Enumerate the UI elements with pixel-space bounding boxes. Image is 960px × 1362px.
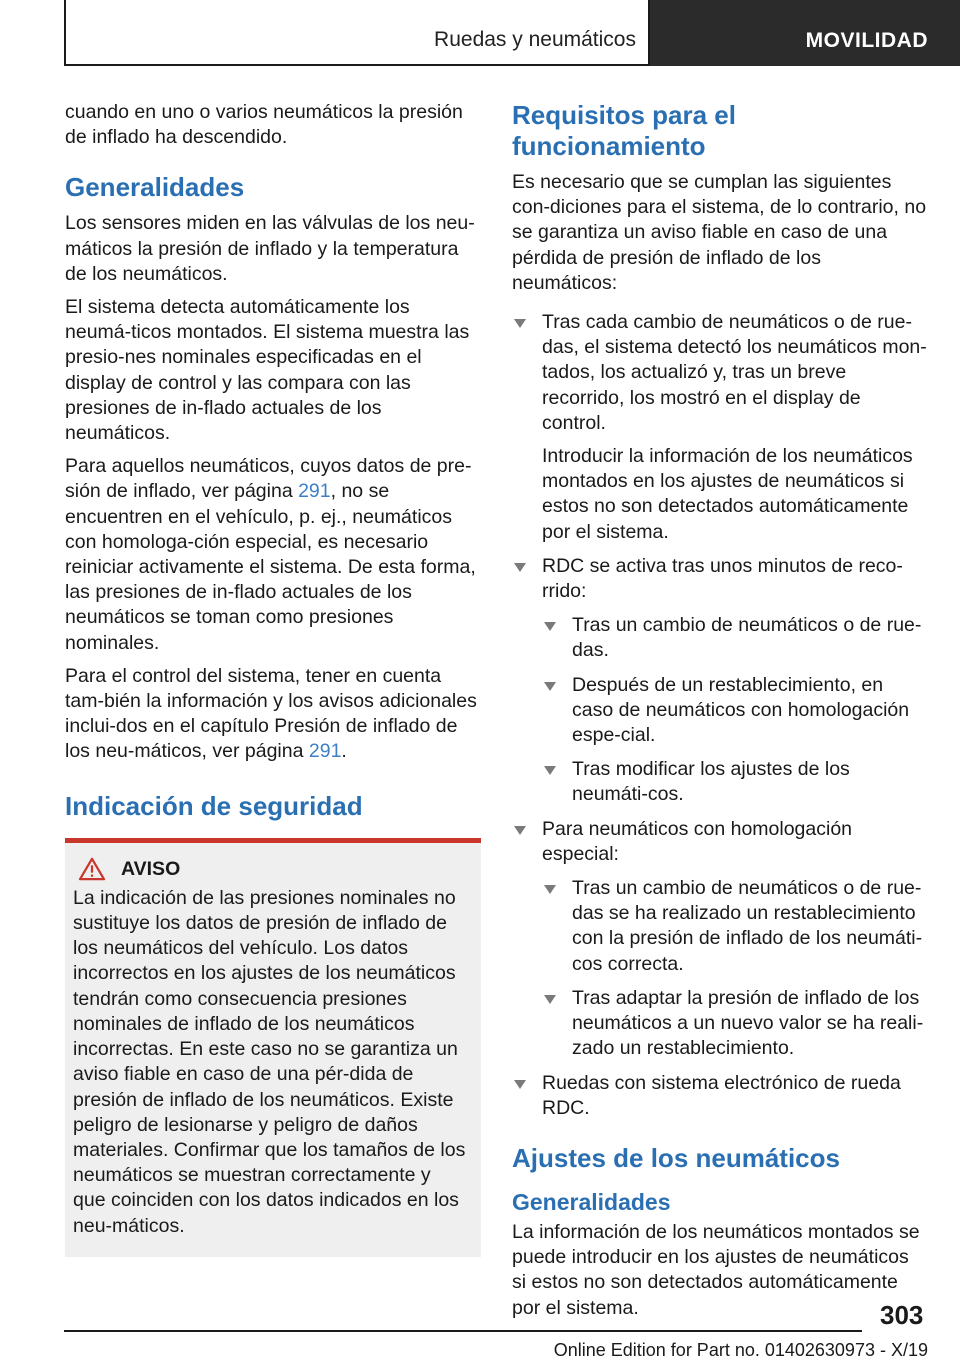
warning-triangle-icon (77, 857, 107, 881)
warning-title: AVISO (121, 857, 181, 880)
requirements-heading: Requisitos para el funcionamiento (512, 100, 736, 161)
footer-edition: Online Edition for Part no. 01402630973 - X/19 (553, 1340, 928, 1360)
list-item: Tras un cambio de neumáticos o de rue-das. (542, 613, 928, 663)
right-column (512, 100, 928, 1329)
footer-rule (64, 1330, 862, 1332)
requirement-2: RDC se activa tras unos minutos de reco-rrido: (542, 554, 903, 603)
warning-title-row (73, 857, 467, 882)
requirements-intro: Es necesario que se cumplan las siguientes con-diciones para el sistema, de lo contrario, no se garantiza un aviso fiable en caso de una pérdida de presión de inflado de los neumáticos: (512, 171, 927, 294)
general-paragraph-3 (65, 454, 481, 656)
left-column (65, 100, 481, 1257)
list-item: Tras adaptar la presión de inflado de los neumáticos a un nuevo valor se ha reali-zado un restablecimiento. (542, 986, 928, 1062)
header-bottom-rule (64, 64, 650, 66)
settings-subheading: Generalidades (512, 1188, 671, 1215)
general-paragraph-4 (65, 664, 481, 765)
list-item: Tras un cambio de neumáticos o de rue-das se ha realizado un restablecimiento con la presión de inflado de los neumáti-cos correcta. (542, 876, 928, 977)
p4-text-before: Para el control del sistema, tener en cuenta tam-bién la información y los avisos adicionales inclui-dos en el capítulo Presión de inflado de los neu-máticos, ver página (65, 664, 477, 763)
page-link-291[interactable]: 291 (298, 480, 331, 503)
page-link-291-b[interactable]: 291 (308, 740, 342, 763)
p3-text-after: , no se encuentren en el vehículo, p. ej., neumáticos con homologa-ción especial, es necesario reiniciar activamente el sistema. De esta forma, las presiones de in-flado actuales de los neumáticos se toman como presiones nominales. (65, 480, 476, 654)
requirements-list (512, 310, 928, 1121)
warning-box (65, 843, 481, 1257)
requirement-3-sublist (542, 876, 928, 1061)
requirement-3: Para neumáticos con homologación especial: (542, 817, 853, 865)
general-heading: Generalidades (65, 172, 245, 203)
chapter-label: MOVILIDAD (805, 29, 928, 52)
list-item: Después de un restablecimiento, en caso de neumáticos con homologación espe-cial. (542, 673, 928, 749)
general-paragraph-2: El sistema detecta automáticamente los neumá-ticos montados. El sistema muestra las presio-nes nominales especificadas en el display de control y las compara con las presiones de in-flado actuales de los neumáticos. (65, 296, 470, 445)
requirement-1-extra: Introducir la información de los neumáticos montados en los ajustes de neumáticos si estos no son detectados automáticamente por el sistema. (542, 445, 913, 543)
warning-text: La indicación de las presiones nominales no sustituye los datos de presión de inflado de los neumáticos del vehículo. Los datos incorrectos en los ajustes de los neumáticos tendrán como consecuencia presiones nominales de inflado de los neumáticos incorrectas. En este caso no se garantiza un aviso fiable en caso de una pér-dida de presión de inflado de los neumáticos. Existe peligro de lesionarse y peligro de daños materiales. Confirmar que los tamaños de los neumáticos se muestran correctamente y que coinciden con los datos indicados en los neu-máticos. (73, 886, 466, 1237)
list-item: Ruedas con sistema electrónico de rueda RDC. (512, 1071, 928, 1121)
intro-paragraph: cuando en uno o varios neumáticos la presión de inflado ha descendido. (65, 101, 463, 149)
list-item: Tras modificar los ajustes de los neumáti-cos. (542, 757, 928, 807)
requirement-1: Tras cada cambio de neumáticos o de rue-das, el sistema detectó los neumáticos mon-tados, los actualizó y, tras un breve recorrido, los mostró en el display de control. (542, 311, 927, 434)
list-item (512, 310, 928, 545)
list-item (512, 554, 928, 808)
requirement-2-sublist (542, 613, 928, 807)
safety-heading: Indicación de seguridad (65, 790, 363, 821)
settings-paragraph: La información de los neumáticos montados se puede introducir en los ajustes de neumáticos si estos no son detectados automáticamente por el sistema. (512, 1220, 920, 1319)
general-paragraph-1: Los sensores miden en las válvulas de los neu-máticos la presión de inflado y la temperatura de los neumáticos. (65, 212, 475, 285)
header-chapter-tab (650, 0, 960, 66)
settings-heading: Ajustes de los neumáticos (512, 1142, 840, 1173)
p3-text-before: Para aquellos neumáticos, cuyos datos de pre-sión de inflado, ver página (65, 455, 472, 503)
p4-text-after: . (341, 740, 347, 763)
page-number: 303 (880, 1300, 924, 1330)
list-item (512, 817, 928, 1062)
header-section-title: Ruedas y neumáticos (434, 28, 636, 51)
